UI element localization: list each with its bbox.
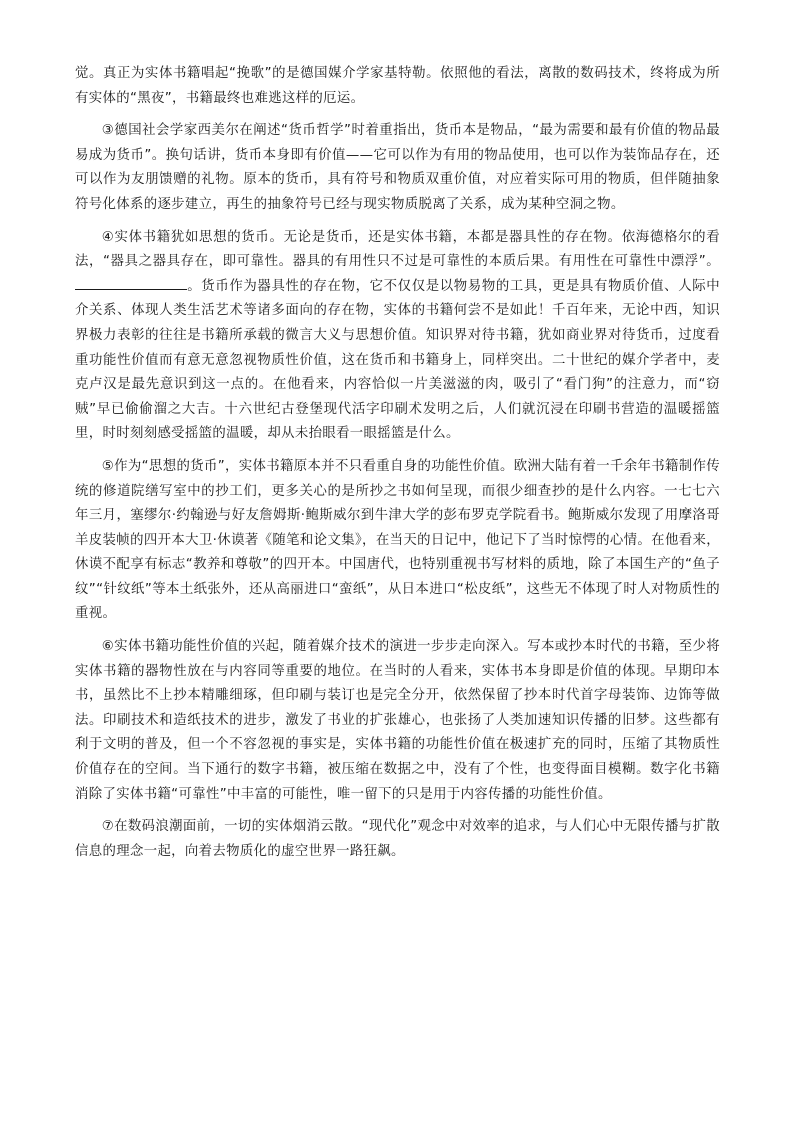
paragraph-4-before-blank: ④实体书籍犹如思想的货币。无论是货币，还是实体书籍，本都是器具性的存在物。依海德格尔的看法，“器具之器具存在，即可靠性。器具的有用性只不过是可靠性的本质后果。有用性在可靠性中漂浮”。 <box>75 229 720 270</box>
paragraph-4-after-blank: 。货币作为器具性的存在物，它不仅仅是以物易物的工具，更是具有物质价值、人际中介关系、体现人类生活艺术等诸多面向的存在物，实体的书籍何尝不是如此！千百年来，无论中西，知识界极力表彰的往往是书籍所承载的微言大义与思想价值。知识界对待书籍，犹如商业界对待货币，过度看重功能性价值而有意无意忽视物质性价值，这在货币和书籍身上，同样突出。二十世纪的媒介学者中，麦克卢汉是最先意识到这一点的。在他看来，内容恰似一片美滋滋的肉，吸引了“看门狗”的注意力，而“窃贼”早已偷偷溜之大吉。十六世纪古登堡现代活字印刷术发明之后，人们就沉浸在印刷书营造的温暖摇篮里，时时刻刻感受摇篮的温暖，却从未抬眼看一眼摇篮是什么。 <box>75 278 720 442</box>
document-page <box>75 62 720 872</box>
fill-in-blank <box>75 275 187 290</box>
paragraph-2-continuation: 觉。真正为实体书籍唱起“挽歌”的是德国媒介学家基特勒。依照他的看法，离散的数码技术，终将成为所有实体的“黑夜”，书籍最终也难逃这样的厄运。 <box>75 66 720 106</box>
paragraph-6: ⑥实体书籍功能性价值的兴起，随着媒介技术的演进一步步走向深入。写本或抄本时代的书籍，至少将实体书籍的器物性放在与内容同等重要的地位。在当时的人看来，实体书本身即是价值的体现。早期印本书，虽然比不上抄本精雕细琢，但印刷与装订也是完全分开，依然保留了抄本时代首字母装饰、边饰等做法。印刷技术和造纸技术的进步，激发了书业的扩张雄心，也张扬了人类加速知识传播的旧梦。这些都有利于文明的普及，但一个不容忽视的事实是，实体书籍的功能性价值在极速扩充的同时，压缩了其物质性价值存在的空间。当下通行的数字书籍，被压缩在数据之中，没有了个性，也变得面目模糊。数字化书籍消除了实体书籍“可靠性”中丰富的可能性，唯一留下的只是用于内容传播的功能性价值。 <box>75 639 720 802</box>
paragraph-5: ⑤作为“思想的货币”，实体书籍原本并不只看重自身的功能性价值。欧洲大陆有着一千余年书籍制作传统的修道院缮写室中的抄工们，更多关心的是所抄之书如何呈现，而很少细查抄的是什么内容。一七七六年三月，塞缪尔·约翰逊与好友詹姆斯·鲍斯威尔到牛津大学的彭布罗克学院看书。鲍斯威尔发现了用摩洛哥羊皮装帧的四开本大卫·休谟著《随笔和论文集》，在当天的日记中，他记下了当时惊愕的心情。在他看来，休谟不配享有标志“教养和尊敬”的四开本。中国唐代，也特别重视书写材料的质地，除了本国生产的“鱼子纹”“针纹纸”等本土纸张外，还从高丽进口“蛮纸”，从日本进口“松皮纸”，这些无不体现了时人对物质性的重视。 <box>75 458 720 622</box>
paragraph-7: ⑦在数码浪潮面前，一切的实体烟消云散。“现代化”观念中对效率的追求，与人们心中无限传播与扩散信息的理念一起，向着去物质化的虚空世界一路狂飙。 <box>75 819 720 859</box>
paragraph-3: ③德国社会学家西美尔在阐述“货币哲学”时着重指出，货币本是物品，“最为需要和最有价值的物品最易成为货币”。换句话讲，货币本身即有价值——它可以作为有用的物品使用，也可以作为装饰品存在，还可以作为友朋馈赠的礼物。原本的货币，具有符号和物质双重价值，对应着实际可用的物质，但伴随抽象符号化体系的逐步建立，再生的抽象符号已经与现实物质脱离了关系，成为某种空洞之物。 <box>75 123 720 212</box>
paragraph-4 <box>75 226 720 447</box>
